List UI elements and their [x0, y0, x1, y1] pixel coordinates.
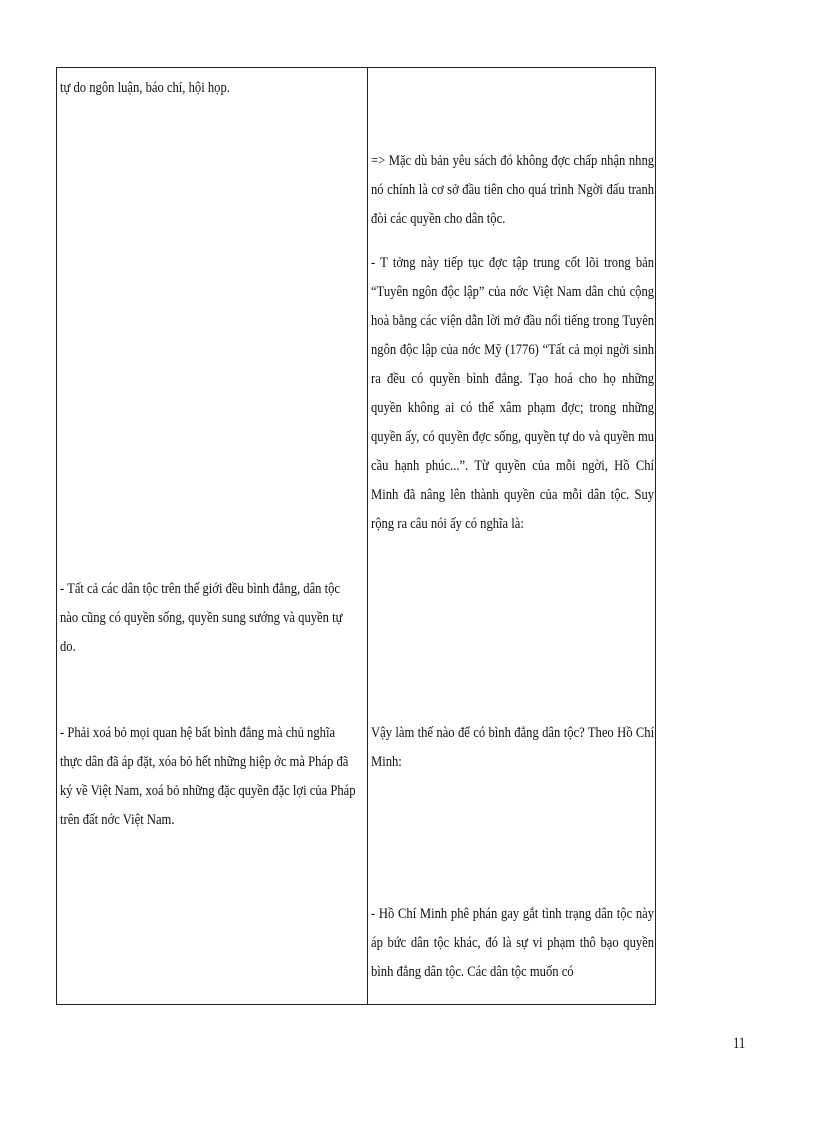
column-divider	[367, 68, 368, 1004]
right-paragraph-1: => Mặc dù bản yêu sách đó không đợc chấp nhận nhng nó chính là cơ sở đầu tiên cho quá trình Ngời đấu tranh đòi các quyền cho dân tộc.	[371, 153, 655, 227]
left-paragraph-3: - Phải xoá bỏ mọi quan hệ bất bình đẳng mà chủ nghĩa thực dân đã áp đặt, xóa bỏ hết những hiệp ớc mà Pháp đã ký về Việt Nam, xoá bỏ những đặc quyền đặc lợi của Pháp trên đất nớc Việt Nam.	[60, 725, 356, 828]
left-paragraph-1: tự do ngôn luận, báo chí, hội họp.	[60, 80, 230, 96]
right-paragraph-3: Vậy làm thế nào để có bình đẳng dân tộc? Theo Hồ Chí Minh:	[371, 725, 655, 770]
right-paragraph-2: - T tởng này tiếp tục đợc tập trung cốt lõi trong bản “Tuyên ngôn độc lập” của nớc Việt Nam dân chủ cộng hoà bằng các viện dẫn lời mở đầu nổi tiếng trong Tuyên ngôn độc lập của nớc Mỹ (1776) “Tất cả mọi ngời sinh ra đều có quyền bình đẳng. Tạo hoá cho họ những quyền không ai có thể xâm phạm đợc; trong những quyền ấy, có quyền đợc sống, quyền tự do và quyền mu cầu hạnh phúc...”. Từ quyền của mỗi ngời, Hồ Chí Minh đã nâng lên thành quyền của mỗi dân tộc. Suy rộng ra câu nói ấy có nghĩa là:	[371, 255, 655, 532]
right-paragraph-4: - Hồ Chí Minh phê phán gay gắt tình trạng dân tộc này áp bức dân tộc khác, đó là sự vi phạm thô bạo quyền bình đẳng dân tộc. Các dân tộc muốn có	[371, 906, 655, 980]
left-paragraph-2: - Tất cả các dân tộc trên thế giới đều bình đẳng, dân tộc nào cũng có quyền sống, quyền sung sướng và quyền tự do.	[60, 581, 343, 655]
two-column-table	[56, 67, 656, 1005]
page-number: 11	[733, 1035, 746, 1052]
